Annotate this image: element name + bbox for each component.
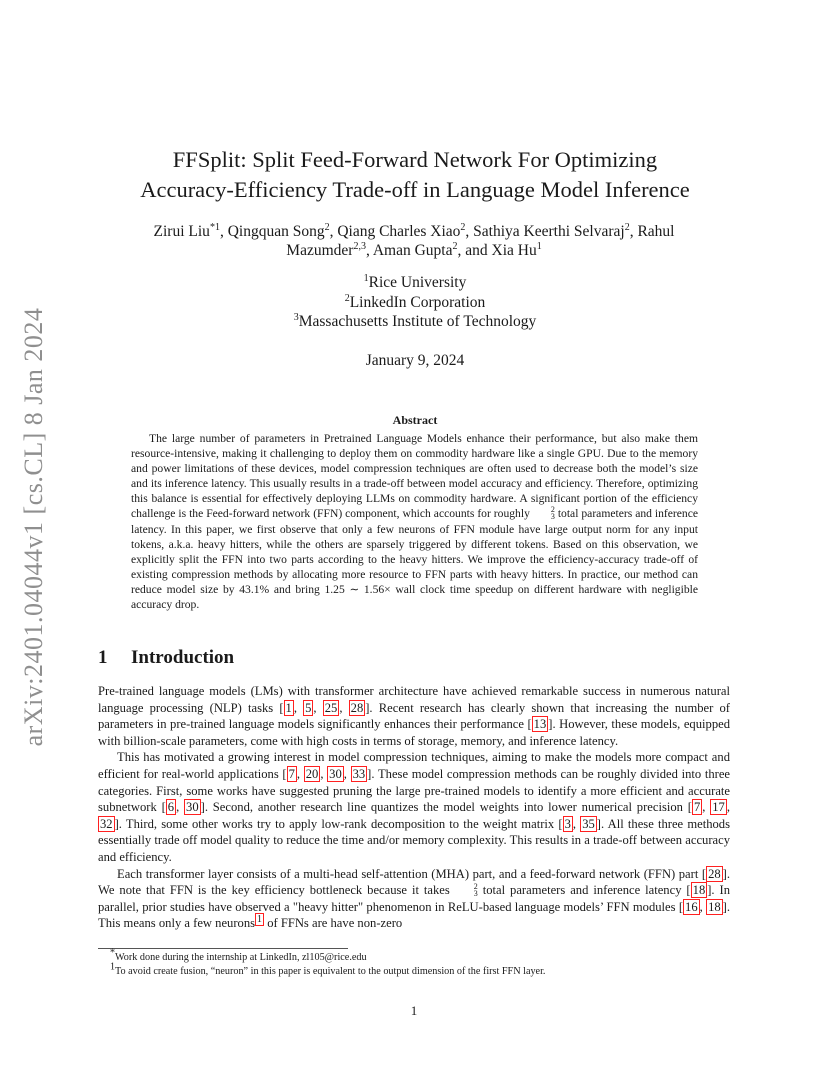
paper-date: January 9, 2024 bbox=[365, 352, 465, 369]
author-affil-mark: 2 bbox=[624, 221, 630, 233]
introduction-body bbox=[98, 683, 730, 932]
author-name: Aman Gupta bbox=[372, 242, 453, 259]
footnote-mark: 1 bbox=[110, 961, 115, 973]
citation-link[interactable]: 7 bbox=[693, 800, 701, 815]
section-heading bbox=[98, 647, 234, 669]
paragraph-text: ]. In parallel, prior studies have observed a "heavy hitter" phenomenon in ReLU-based language models’ FFN modules [ bbox=[98, 883, 731, 914]
separator: , bbox=[320, 766, 328, 781]
citation-link[interactable]: 6 bbox=[167, 800, 175, 815]
author-list: Zirui Liu$^{*1}$, Qingquan Song$^2$, Qiang Charles Xiao$^2$, Sathiya Keerthi Selvaraj$^2$, Rahul Mazumder$^{2,3}$, Aman Gupta$^2$, and Xia Hu$^1$ bbox=[153, 221, 675, 259]
title-line-2: Accuracy-Efficiency Trade-off in Language Model Inference bbox=[140, 177, 690, 202]
separator: , bbox=[313, 700, 323, 715]
citation-link[interactable]: 20 bbox=[305, 766, 319, 781]
paragraph-text: ]. Third, some other works try to apply low-rank decomposition to the weight matrix [ bbox=[114, 816, 563, 831]
fraction-denominator: 3 bbox=[550, 512, 555, 522]
citation-link[interactable]: 5 bbox=[305, 700, 312, 715]
footnote-mark: * bbox=[110, 947, 115, 959]
citation-link[interactable]: 3 bbox=[564, 816, 571, 831]
author-name: Xia Hu bbox=[491, 242, 537, 259]
paragraph-text: total parameters and inference latency [ bbox=[482, 883, 691, 898]
citation-link[interactable]: 28 bbox=[708, 866, 721, 881]
paragraph-text: ]. We note that FFN is the key efficiency bottleneck because it takes bbox=[98, 866, 730, 898]
citation-link[interactable]: 33 bbox=[352, 766, 366, 781]
footnotes bbox=[98, 947, 730, 978]
citation-link[interactable]: 13 bbox=[533, 717, 547, 732]
abstract-heading: Abstract bbox=[392, 413, 438, 427]
paragraph-text: ]. This means only a few neurons bbox=[98, 899, 730, 931]
footnote-text: To avoid create fusion, “neuron” in this paper is equivalent to the output dimension of the first FFN layer. bbox=[115, 965, 546, 977]
paragraph-text: ]. Recent research has clearly shown that increasing the number of parameters in pre-trained language models significantly enhances their performance [ bbox=[98, 700, 730, 732]
footnote bbox=[98, 947, 730, 965]
abstract-text bbox=[131, 431, 698, 612]
fraction-numerator: 2 bbox=[473, 882, 478, 892]
author-name: Qiang Charles Xiao bbox=[337, 223, 461, 240]
separator: , bbox=[343, 766, 351, 781]
citation-link[interactable]: 7 bbox=[288, 766, 295, 781]
author-affil-mark: 2,3 bbox=[353, 240, 366, 252]
citation-link[interactable]: 30 bbox=[329, 766, 342, 781]
paragraph bbox=[98, 866, 730, 932]
citation-link[interactable]: 17 bbox=[712, 800, 725, 815]
paragraph-text: ]. All these three methods essentially trade off model quality to reduce the time and/or memory complexity. This results in a trade-off between accuracy and efficiency. bbox=[98, 816, 730, 864]
paragraph bbox=[98, 749, 730, 865]
paragraph-text: This has motivated a growing interest in model compression techniques, aiming to make the models more compact and efficient for real-world applications [ bbox=[98, 750, 730, 781]
footnote bbox=[98, 961, 730, 979]
affiliation-list bbox=[100, 273, 730, 332]
affiliation-item bbox=[100, 312, 730, 332]
footnote-text: Work done during the internship at LinkedIn, zl105@rice.edu bbox=[115, 952, 367, 963]
separator: , bbox=[176, 800, 185, 815]
fraction-denominator: 3 bbox=[473, 889, 478, 899]
author-affil-mark: 2 bbox=[460, 221, 466, 233]
page-number: 1 bbox=[410, 1003, 418, 1018]
affiliation-item bbox=[100, 273, 730, 293]
affiliation-name: LinkedIn Corporation bbox=[349, 293, 486, 311]
separator: , bbox=[296, 766, 304, 781]
section-number: 1 bbox=[98, 647, 108, 668]
citation-link[interactable]: 16 bbox=[685, 899, 698, 914]
citation-link[interactable]: 28 bbox=[350, 700, 364, 715]
affiliation-mark: 2 bbox=[344, 292, 350, 304]
abstract-text-part: total parameters and inference latency. In this paper, we first observe that only a few neurons of FFN module have large output norm for any input tokens, a.k.a. heavy hitters, while the others are sparsely triggered by different tokens. Based on this observation, we explicitly split the FFN into two parts according to the heavy hitters. We improve the efficiency-accuracy trade-off of existing compression methods by allocating more resource to FFN parts with heavy hitters. In practice, our method can reduce model size by 43.1% and bring 1.25 ∼ 1.56× wall clock time speedup on different hardware with negligible accuracy drop. bbox=[131, 507, 699, 612]
author-name: Sathiya Keerthi Selvaraj bbox=[473, 223, 625, 240]
citation-link[interactable]: 1 bbox=[285, 700, 292, 715]
paragraph-text: Pre-trained language models (LMs) with transformer architecture have achieved remarkable success in numerous natural language processing (NLP) tasks [ bbox=[98, 684, 730, 715]
abstract-text-part: The large number of parameters in Pretrained Language Models enhance their performance, but also make them resource-intensive, making it challenging to deploy them on commodity hardware like a single GPU. Due to the memory and power limitations of these devices, model compression techniques are often used to decrease both the model’s size and its inference latency. This usually results in a trade-off between model accuracy and efficiency. Therefore, optimizing this balance is essential for effectively deploying LLMs on commodity hardware. A significant portion of the efficiency challenge is the Feed-forward network (FFN) component, which accounts for roughly bbox=[131, 432, 698, 521]
citation-link[interactable]: 35 bbox=[582, 816, 595, 831]
affiliation-mark: 3 bbox=[293, 311, 299, 323]
affiliation-name: Massachusetts Institute of Technology bbox=[298, 313, 537, 330]
citation-link[interactable]: 30 bbox=[186, 800, 199, 815]
citation-link[interactable]: 25 bbox=[324, 700, 338, 715]
paragraph-text: Each transformer layer consists of a multi-head self-attention (MHA) part, and a feed-forward network (FFN) part [ bbox=[117, 866, 707, 881]
arxiv-sidebar-stamp bbox=[12, 300, 56, 755]
arxiv-identifier: arXiv:2401.04044v1 [cs.CL] 8 Jan 2024 bbox=[19, 307, 48, 747]
fraction-two-thirds bbox=[533, 506, 555, 520]
paper-title bbox=[100, 145, 730, 205]
citation-link[interactable]: 18 bbox=[692, 883, 706, 898]
separator: , bbox=[339, 700, 349, 715]
affiliation-item bbox=[100, 293, 730, 313]
author-affil-mark: 2 bbox=[324, 221, 330, 233]
paragraph-text: of FFNs are have non-zero bbox=[264, 916, 403, 931]
separator: , bbox=[702, 800, 711, 815]
citation-link[interactable]: 18 bbox=[708, 899, 721, 914]
title-line-1: FFSplit: Split Feed-Forward Network For Optimizing bbox=[172, 147, 658, 172]
author-affil-mark: *1 bbox=[209, 221, 220, 233]
paragraph bbox=[98, 683, 730, 749]
paragraph-text: ]. However, these models, equipped with billion-scale parameters, come with high costs in terms of storage, memory, and inference latency. bbox=[98, 717, 730, 748]
footnote-divider bbox=[98, 948, 348, 949]
paragraph-text: ]. Second, another research line quantizes the model weights into lower numerical precision [ bbox=[200, 800, 692, 815]
paragraph-text: ]. These model compression methods can be roughly divided into three categories. First, some works have suggested pruning the large pre-trained models to identify a more efficient and accurate subnetwork [ bbox=[98, 766, 731, 815]
section-title: Introduction bbox=[131, 647, 235, 668]
author-name: Zirui Liu bbox=[153, 223, 210, 240]
author-affil-mark: 2 bbox=[452, 240, 458, 252]
author-affil-mark: 1 bbox=[536, 240, 542, 252]
citation-link[interactable]: 32 bbox=[100, 816, 113, 831]
author-name: Rahul Mazumder bbox=[286, 223, 675, 259]
fraction-two-thirds bbox=[455, 883, 478, 897]
affiliation-name: Rice University bbox=[368, 274, 467, 291]
separator: , bbox=[572, 816, 581, 831]
separator: , bbox=[699, 899, 707, 914]
footnote-link[interactable]: 1 bbox=[257, 914, 263, 926]
affiliation-mark: 1 bbox=[363, 272, 369, 284]
author-name: Qingquan Song bbox=[227, 223, 325, 240]
fraction-numerator: 2 bbox=[550, 505, 555, 515]
separator: , bbox=[293, 700, 304, 715]
separator: , bbox=[726, 800, 730, 815]
